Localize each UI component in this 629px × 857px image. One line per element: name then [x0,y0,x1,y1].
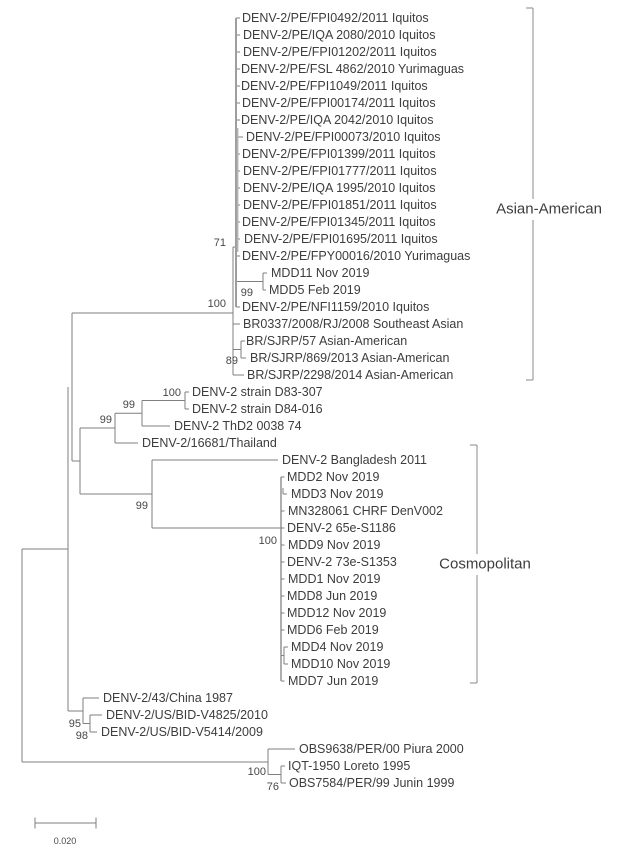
taxon-label: DENV-2/PE/FPI01777/2011 Iquitos [243,164,437,178]
taxon-label: DENV-2/PE/FPI1049/2011 Iquitos [241,79,428,93]
bootstrap-value: 100 [207,298,226,310]
taxon-label: DENV-2/US/BID-V4825/2010 [106,708,268,722]
taxon-label: DENV-2/PE/FPI00073/2010 Iquitos [246,130,441,144]
bootstrap-value: 100 [247,766,266,778]
taxon-label: MN328061 CHRF DenV002 [288,504,443,518]
taxon-label: DENV-2/PE/FSL 4862/2010 Yurimaguas [241,62,465,76]
taxon-label: BR/SJRP/57 Asian-American [246,334,408,348]
taxon-label: MDD1 Nov 2019 [288,572,381,586]
taxon-label: DENV-2 ThD2 0038 74 [174,419,302,433]
taxon-label: DENV-2/43/China 1987 [103,691,233,705]
taxon-label: MDD5 Feb 2019 [269,283,361,297]
taxon-label: DENV-2 65e-S1186 [287,521,396,535]
taxon-label: DENV-2/PE/NFI1159/2010 Iquitos [242,300,430,314]
taxon-label: DENV-2/PE/IQA 2042/2010 Iquitos [241,113,434,127]
bootstrap-value: 99 [240,287,253,299]
taxon-label: DENV-2/16681/Thailand [142,436,277,450]
taxon-label: DENV-2/PE/FPI01345/2011 Iquitos [242,215,436,229]
taxon-label: DENV-2 strain D84-016 [192,402,323,416]
taxon-label: DENV-2/PE/FPI01399/2011 Iquitos [242,147,436,161]
bootstrap-value: 89 [225,355,238,367]
taxon-label: OBS9638/PER/00 Piura 2000 [299,742,464,756]
taxon-label: MDD10 Nov 2019 [291,657,391,671]
taxon-label: MDD12 Nov 2019 [287,606,387,620]
taxon-label: BR/SJRP/869/2013 Asian-American [250,351,450,365]
taxon-label: DENV-2/PE/FPY00016/2010 Yurimaguas [242,249,471,263]
taxon-label: DENV-2/US/BID-V5414/2009 [101,725,263,739]
bootstrap-value: 99 [99,414,112,426]
taxon-label: MDD8 Jun 2019 [287,589,378,603]
taxon-label: MDD9 Nov 2019 [288,538,381,552]
bootstrap-value: 95 [68,718,81,730]
taxon-label: DENV-2/PE/FPI0492/2011 Iquitos [242,11,429,25]
taxon-label: MDD6 Feb 2019 [287,623,379,637]
taxon-label: DENV-2/PE/FPI00174/2011 Iquitos [242,96,436,110]
taxon-label: MDD7 Jun 2019 [288,674,379,688]
bootstrap-value: 100 [162,387,181,399]
clade-label: Asian-American [496,200,602,218]
clade-label: Cosmopolitan [439,555,531,573]
taxon-label: IQT-1950 Loreto 1995 [288,759,411,773]
taxon-label: DENV-2 strain D83-307 [192,385,323,399]
taxon-label: MDD3 Nov 2019 [291,487,384,501]
scale-bar-label: 0.020 [53,836,77,846]
bootstrap-value: 99 [135,500,148,512]
bootstrap-value: 98 [75,730,88,742]
taxon-label: MDD2 Nov 2019 [287,470,380,484]
taxon-label: OBS7584/PER/99 Junin 1999 [289,776,455,790]
taxon-label: BR/SJRP/2298/2014 Asian-American [247,368,454,382]
taxon-label: DENV-2 Bangladesh 2011 [282,453,428,467]
taxon-label: BR0337/2008/RJ/2008 Southeast Asian [243,317,464,331]
taxon-label: DENV-2/PE/FPI01851/2011 Iquitos [243,198,437,212]
bootstrap-value: 99 [122,399,135,411]
bootstrap-value: 100 [258,535,277,547]
bootstrap-value: 76 [266,781,279,793]
bootstrap-value: 71 [213,237,226,249]
taxon-label: MDD11 Nov 2019 [271,266,370,280]
taxon-label: MDD4 Nov 2019 [291,640,384,654]
taxon-label: DENV-2 73e-S1353 [287,555,397,569]
taxon-label: DENV-2/PE/FPI01695/2011 Iquitos [244,232,438,246]
taxon-label: DENV-2/PE/FPI01202/2011 Iquitos [243,45,437,59]
taxon-label: DENV-2/PE/IQA 2080/2010 Iquitos [243,28,436,42]
taxon-label: DENV-2/PE/IQA 1995/2010 Iquitos [243,181,436,195]
